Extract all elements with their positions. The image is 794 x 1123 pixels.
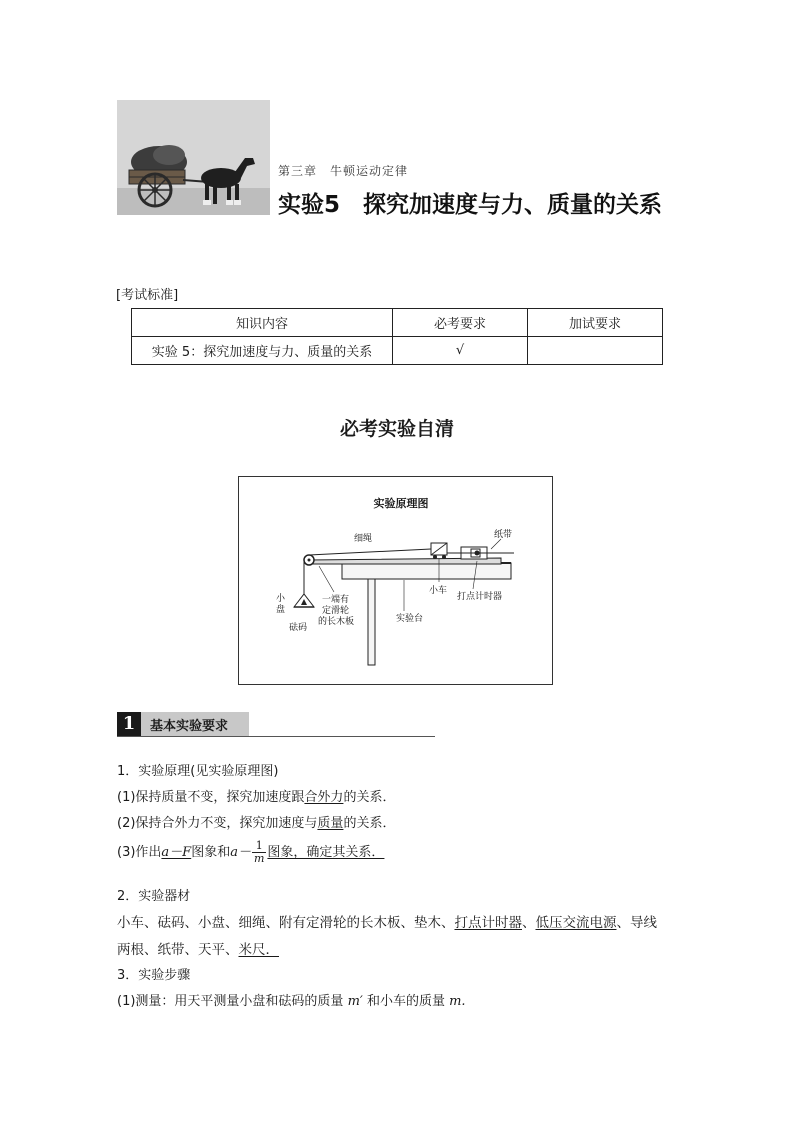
table-cell bbox=[528, 337, 663, 365]
exam-standard-label: [考试标准] bbox=[116, 288, 179, 303]
label-weights: 砝码 bbox=[289, 623, 308, 633]
exam-standard-table bbox=[131, 308, 663, 365]
item-2-title: 2．实验器材 bbox=[117, 889, 191, 904]
label-timer: 打点计时器 bbox=[457, 592, 503, 602]
label-tray-1: 小 bbox=[276, 594, 286, 604]
column-header: 必考要求 bbox=[393, 309, 528, 337]
item-3-1: (1)测量：用天平测量小盘和砝码的质量 m′ 和小车的质量 m. bbox=[117, 994, 466, 1009]
answer-blank: 米尺． bbox=[238, 942, 279, 958]
item-1-1: (1)保持质量不变，探究加速度跟合外力的关系． bbox=[117, 790, 396, 805]
answer-blank: 质量 bbox=[317, 816, 344, 831]
apparatus-drawing bbox=[239, 477, 552, 684]
label-tray-2: 盘 bbox=[276, 605, 286, 615]
experiment-diagram bbox=[238, 476, 553, 685]
answer-blank: a－F bbox=[161, 845, 192, 860]
item-1-2: (2)保持合外力不变，探究加速度与质量的关系． bbox=[117, 816, 396, 831]
fraction-one-over-m: $\frac{1}{m}$ bbox=[253, 839, 265, 865]
divider bbox=[117, 736, 435, 737]
label-tape: 纸带 bbox=[494, 530, 513, 540]
part-title: 基本实验要求 bbox=[150, 719, 229, 734]
table-row bbox=[132, 337, 663, 365]
page-title: 实验5 探究加速度与力、质量的关系 bbox=[278, 192, 663, 218]
section-heading: 必考实验自清 bbox=[339, 418, 454, 440]
answer-blank: 合外力 bbox=[304, 790, 344, 805]
label-board-3: 的长木板 bbox=[318, 617, 355, 627]
label-board-2: 定滑轮 bbox=[322, 606, 350, 616]
label-board-1: 一端有 bbox=[322, 595, 350, 605]
item-2-line-1: 小车、砝码、小盘、细绳、附有定滑轮的长木板、垫木、打点计时器、低压交流电源、导线 bbox=[117, 915, 657, 931]
item-1-title: 1．实验原理(见实验原理图) bbox=[117, 764, 279, 779]
item-2-line-2: 两根、纸带、天平、米尺． bbox=[117, 942, 279, 958]
item-1-3: (3)作出a－F图象和a－ $\frac{1}{m}$ 图象，确定其关系． bbox=[117, 839, 385, 865]
horse-cart-illustration bbox=[117, 100, 270, 215]
chapter-label: 第三章 牛顿运动定律 bbox=[278, 164, 409, 178]
table-cell: √ bbox=[393, 337, 528, 365]
diagram-title: 实验原理图 bbox=[373, 497, 429, 510]
answer-blank: 打点计时器 bbox=[454, 915, 522, 931]
table-cell: 实验 5：探究加速度与力、质量的关系 bbox=[132, 337, 393, 365]
part-number-badge: 1 bbox=[117, 712, 141, 736]
chapter-cover-image bbox=[117, 100, 270, 215]
label-table: 实验台 bbox=[396, 614, 424, 624]
label-cart: 小车 bbox=[429, 586, 448, 596]
column-header: 知识内容 bbox=[132, 309, 393, 337]
column-header: 加试要求 bbox=[528, 309, 663, 337]
item-3-title: 3．实验步骤 bbox=[117, 968, 191, 983]
label-rope: 细绳 bbox=[354, 534, 373, 544]
table-header-row bbox=[132, 309, 663, 337]
answer-blank: 低压交流电源 bbox=[535, 915, 617, 931]
